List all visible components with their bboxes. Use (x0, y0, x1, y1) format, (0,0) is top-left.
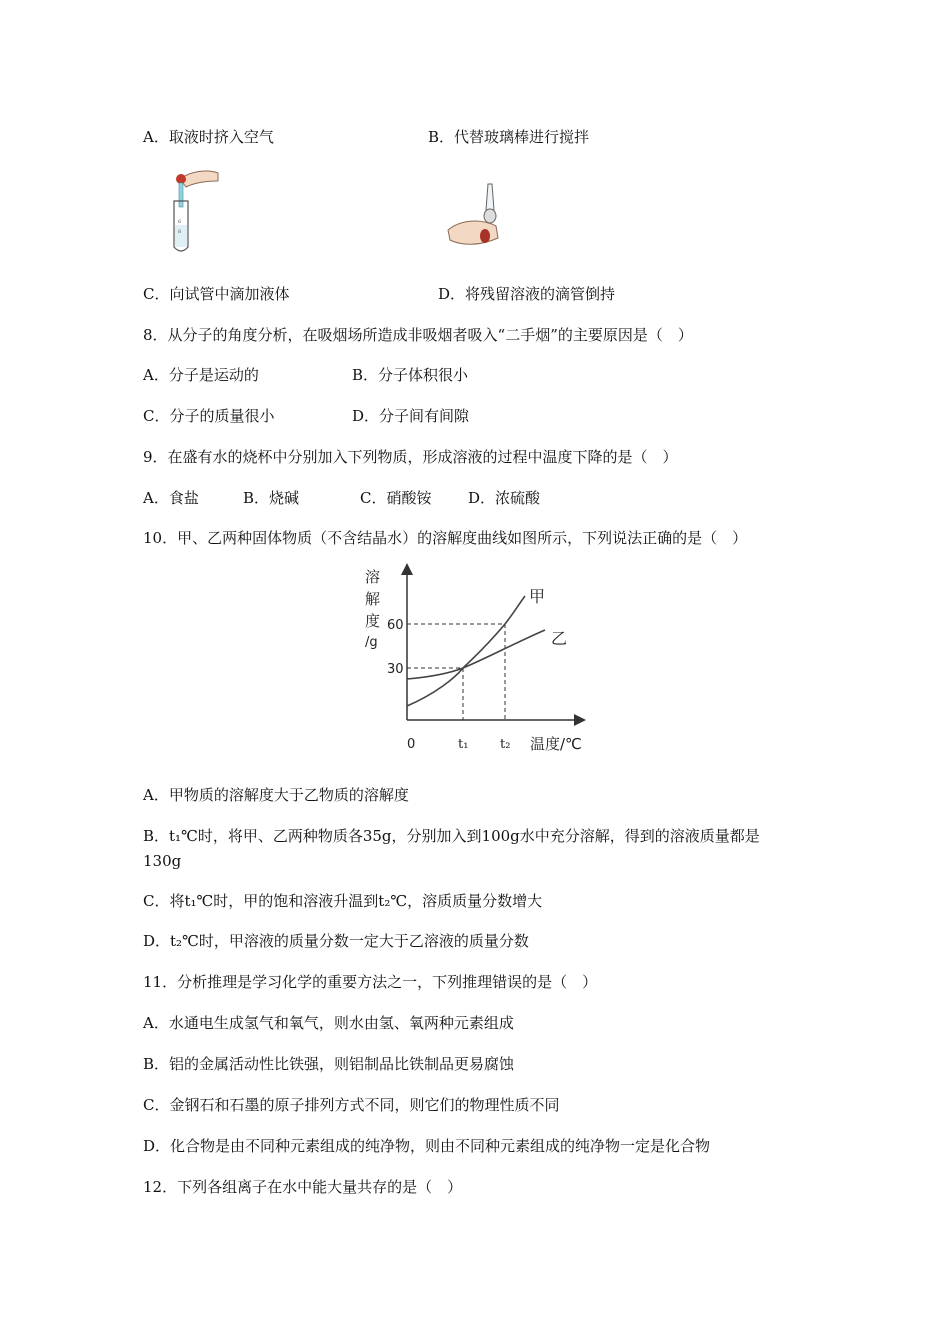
q11-option-b: B．铝的金属活动性比铁强，则铝制品比铁制品更易腐蚀 (143, 1055, 515, 1073)
svg-text:6: 6 (178, 219, 182, 225)
q10-option-b-line2: 130g (143, 852, 182, 870)
y-tick-60: 60 (387, 618, 404, 633)
q11-stem: 11．分析推理是学习化学的重要方法之一，下列推理错误的是（ ） (143, 973, 598, 991)
q8-option-c: C．分子的质量很小 (143, 407, 275, 425)
q8-option-b: B．分子体积很小 (352, 366, 469, 384)
x-tick-t1: t₁ (458, 737, 469, 752)
y-axis-label-char-2: 解 (365, 590, 381, 608)
q11-option-c: C．金钢石和石墨的原子排列方式不同，则它们的物理性质不同 (143, 1096, 560, 1114)
q10-option-a: A．甲物质的溶解度大于乙物质的溶解度 (143, 786, 409, 804)
solubility-chart (355, 560, 595, 760)
q9-option-a: A．食盐 (143, 489, 199, 507)
y-tick-30: 30 (387, 662, 404, 677)
q8-option-a: A．分子是运动的 (143, 366, 259, 384)
q8-option-d: D．分子间有间隙 (352, 407, 470, 425)
q10-option-b-line1: B．t₁℃时，将甲、乙两种物质各35g，分别加入到100g水中充分溶解，得到的溶液质量都是 (143, 827, 760, 845)
q9-option-b: B．烧碱 (243, 489, 300, 507)
x-tick-t2: t₂ (500, 737, 511, 752)
q11-option-a: A．水通电生成氢气和氧气，则水由氢、氧两种元素组成 (143, 1014, 514, 1032)
q9-stem: 9．在盛有水的烧杯中分别加入下列物质，形成溶液的过程中温度下降的是（ ） (143, 448, 678, 466)
svg-text:8: 8 (178, 229, 182, 235)
q11-option-d: D．化合物是由不同种元素组成的纯净物，则由不同种元素组成的纯净物一定是化合物 (143, 1137, 711, 1155)
q7-option-b: B．代替玻璃棒进行搅拌 (428, 128, 590, 146)
series-yi-label: 乙 (551, 629, 568, 648)
q9-option-c: C．硝酸铵 (360, 489, 432, 507)
dropper-test-tube-image (160, 165, 222, 255)
q9-option-d: D．浓硫酸 (468, 489, 541, 507)
q7-option-c: C．向试管中滴加液体 (143, 285, 290, 303)
y-axis-label-char-1: 溶 (365, 568, 381, 586)
q12-stem: 12．下列各组离子在水中能大量共存的是（ ） (143, 1178, 463, 1196)
series-jia-curve (407, 596, 525, 706)
origin-label: 0 (407, 737, 416, 752)
q10-option-d: D．t₂℃时，甲溶液的质量分数一定大于乙溶液的质量分数 (143, 932, 529, 950)
q7-option-d: D．将残留溶液的滴管倒持 (438, 285, 616, 303)
y-axis-label-char-3: 度 (365, 612, 381, 630)
x-axis-label: 温度/℃ (530, 735, 582, 753)
series-jia-label: 甲 (529, 587, 546, 606)
q10-stem: 10．甲、乙两种固体物质（不含结晶水）的溶解度曲线如图所示，下列说法正确的是（ ） (143, 529, 748, 547)
y-axis-label-char-4: /g (365, 635, 378, 650)
inverted-dropper-image (440, 180, 520, 252)
q10-option-c: C．将t₁℃时，甲的饱和溶液升温到t₂℃，溶质质量分数增大 (143, 892, 543, 910)
q7-option-a: A．取液时挤入空气 (143, 128, 274, 146)
q8-stem: 8．从分子的角度分析，在吸烟场所造成非吸烟者吸入“二手烟”的主要原因是（ ） (143, 326, 693, 344)
